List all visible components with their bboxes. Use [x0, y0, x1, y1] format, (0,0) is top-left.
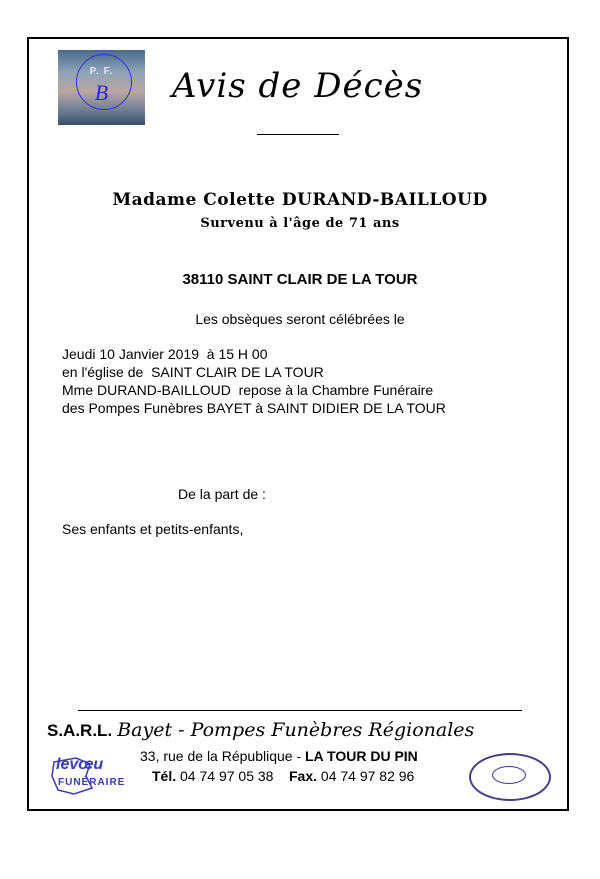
address-city: LA TOUR DU PIN: [305, 748, 418, 764]
family-line: Ses enfants et petits-enfants,: [62, 521, 244, 537]
seal-center-icon: [492, 766, 526, 784]
address-street: 33, rue de la République -: [140, 748, 305, 764]
deceased-age: Survenu à l'âge de 71 ans: [200, 216, 400, 231]
logo-letter: B: [94, 80, 109, 105]
page-title: Avis de Décès: [172, 66, 424, 106]
from-label: De la part de :: [178, 486, 266, 502]
deceased-name: Madame Colette DURAND-BAILLOUD: [112, 190, 488, 210]
fax-number: 04 74 97 82 96: [320, 768, 415, 784]
ceremony-intro: Les obsèques seront célébrées le: [195, 311, 405, 327]
tel-label: Tél.: [152, 768, 177, 784]
footer-divider: [78, 710, 522, 711]
fax-label: Fax.: [289, 768, 318, 784]
company-prefix: S.A.R.L.: [47, 721, 113, 740]
ceremony-date: Jeudi 10 Janvier 2019 à 15 H 00: [62, 346, 268, 362]
company-name: Bayet - Pompes Funèbres Régionales: [117, 719, 475, 741]
resting-place-line: Mme DURAND-BAILLOUD repose à la Chambre Funéraire: [62, 382, 434, 398]
title-underline: [257, 134, 339, 135]
tel-number: 04 74 97 05 38: [180, 768, 274, 784]
company-address: [140, 748, 418, 764]
location-line: 38110 SAINT CLAIR DE LA TOUR: [182, 271, 418, 288]
company-phones: [152, 768, 414, 784]
notice-frame: [27, 37, 569, 811]
levoeu-subtitle: FUNÉRAIRE: [58, 777, 126, 788]
company-line: [47, 719, 474, 741]
ceremony-details: [62, 345, 446, 417]
levoeu-brand: levœu: [56, 756, 104, 773]
logo-initials: P. F.: [89, 66, 114, 77]
funeral-home-line: des Pompes Funèbres BAYET à SAINT DIDIER DE LA TOUR: [62, 400, 446, 416]
ceremony-church: en l'église de SAINT CLAIR DE LA TOUR: [62, 364, 324, 380]
